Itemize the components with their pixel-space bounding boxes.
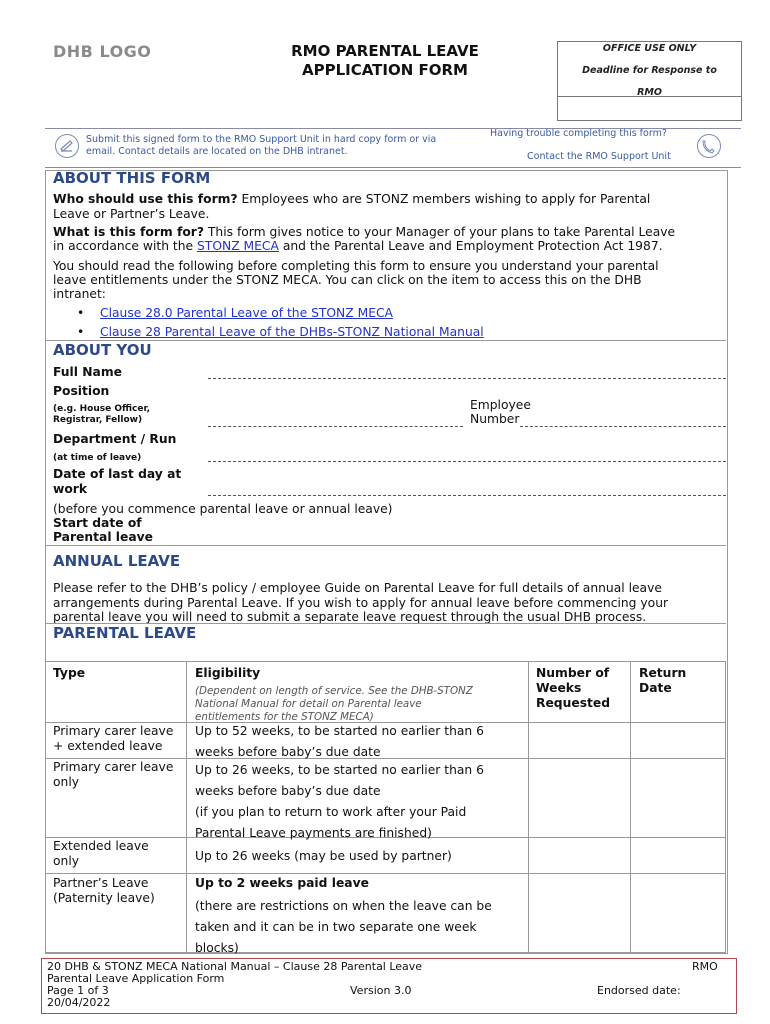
cell-r4-weeks[interactable] (528, 873, 631, 953)
last-day-field[interactable] (208, 495, 726, 496)
elig-note-2: National Manual for detail on Parental leave (195, 698, 422, 710)
employee-number-field[interactable] (520, 426, 726, 427)
r2-type-2: only (53, 775, 80, 789)
department-label: Department / Run (53, 432, 177, 446)
r3-type (53, 839, 149, 869)
deadline-label (558, 64, 741, 99)
position-hint-2: Registrar, Fellow) (53, 415, 143, 425)
about-form-heading: ABOUT THIS FORM (53, 169, 211, 187)
full-name-field[interactable] (208, 378, 726, 379)
full-name-label: Full Name (53, 365, 122, 379)
cell-r2-return[interactable] (630, 758, 726, 838)
r4-elig-4: blocks) (195, 941, 239, 955)
r2-elig-3: (if you plan to return to work after your Paid (195, 805, 467, 819)
r1-type-1: Primary carer leave (53, 724, 174, 738)
who-answer-2: Leave or Partner’s Leave. (53, 207, 210, 221)
r4-type (53, 876, 155, 906)
last-day-label (53, 467, 181, 497)
employee-number-label (470, 398, 531, 426)
read-line-3: intranet: (53, 287, 106, 301)
r3-type-1: Extended leave (53, 839, 149, 853)
annual-leave-line-3: parental leave you will need to submit a separate leave request through the usual DHB process. (53, 610, 647, 624)
r3-type-2: only (53, 854, 80, 868)
contact-link[interactable]: Contact the RMO Support Unit (527, 151, 671, 162)
r1-elig-2: weeks before baby’s due date (195, 745, 381, 759)
office-use-label: OFFICE USE ONLY (602, 43, 697, 54)
r1-elig-1: Up to 52 weeks, to be started no earlier than 6 (195, 724, 484, 738)
who-answer: Employees who are STONZ members wishing to apply for Parental (237, 192, 651, 206)
bullet-dot-1: • (77, 306, 85, 320)
weeks-3: Requested (536, 696, 611, 710)
r2-type (53, 760, 173, 790)
start-date-1: Start date of (53, 516, 142, 530)
start-date-2: Parental leave (53, 530, 154, 544)
r2-elig-1: Up to 26 weeks, to be started no earlier than 6 (195, 763, 484, 777)
return-2: Date (639, 681, 672, 695)
title-line-1: RMO PARENTAL LEAVE (291, 42, 479, 60)
annual-leave-line-2: arrangements during Parental Leave. If you wish to apply for annual leave before commencing your (53, 595, 669, 610)
footer-rmo: RMO (692, 960, 718, 973)
submit-line-2: email. Contact details are located on the DHB intranet. (86, 146, 348, 157)
read-line-2: leave entitlements under the STONZ MECA. You can click on the item to access this on the DHB (53, 273, 642, 287)
annual-leave-text (53, 581, 668, 625)
page-footer (41, 958, 737, 1014)
last-day-2: work (53, 482, 88, 496)
annual-leave-divider (45, 545, 726, 546)
title-line-2: APPLICATION FORM (301, 61, 468, 79)
cell-r3-weeks[interactable] (528, 837, 631, 874)
pen-icon (55, 134, 79, 158)
clause-28-manual-link[interactable]: Clause 28 Parental Leave of the DHBs-STONZ National Manual (100, 325, 484, 339)
elig-note-3: entitlements for the STONZ MECA) (195, 711, 374, 723)
deadline-line-1: Deadline for Response to (582, 65, 717, 76)
cell-r4-return[interactable] (630, 873, 726, 953)
r2-elig-2: weeks before baby’s due date (195, 784, 381, 798)
r2-elig-4: Parental Leave payments are finished) (195, 826, 432, 840)
read-line-1: You should read the following before completing this form to ensure you understand your parental (53, 259, 659, 273)
cell-r1-return[interactable] (630, 722, 726, 759)
last-day-hint: (before you commence parental leave or annual leave) (53, 502, 393, 516)
stonz-meca-link[interactable]: STONZ MECA (197, 239, 279, 253)
dhb-logo: DHB LOGO (53, 42, 152, 61)
what-answer-2 (53, 239, 663, 254)
return-1: Return (639, 666, 687, 680)
r2-eligibility (195, 760, 484, 844)
clause-28-meca-link[interactable]: Clause 28.0 Parental Leave of the STONZ MECA (100, 306, 393, 320)
department-field[interactable] (208, 461, 726, 462)
footer-line-2: Parental Leave Application Form (47, 972, 225, 985)
what-question (53, 225, 675, 240)
footer-page: Page 1 of 3 (47, 984, 109, 997)
col-type-header: Type (53, 666, 86, 680)
weeks-2: Weeks (536, 681, 582, 695)
annual-leave-line-1: Please refer to the DHB’s policy / employee Guide on Parental Leave for full details of annual leave (53, 581, 662, 595)
col-eligibility-note (195, 685, 473, 724)
cell-r2-weeks[interactable] (528, 758, 631, 838)
office-use-box (557, 41, 742, 121)
last-day-1: Date of last day at (53, 467, 182, 481)
position-field[interactable] (208, 426, 463, 427)
footer-endorsed: Endorsed date: (597, 984, 681, 997)
form-title (250, 42, 520, 80)
office-use-header (558, 42, 741, 97)
col-return-header (639, 666, 686, 696)
phone-icon (697, 134, 721, 158)
about-you-heading: ABOUT YOU (53, 341, 152, 359)
start-date-label (53, 516, 153, 544)
who-question (53, 192, 650, 207)
parental-leave-heading: PARENTAL LEAVE (53, 624, 197, 642)
what-label: What is this form for? (53, 225, 204, 239)
r1-eligibility (195, 724, 484, 760)
who-label: Who should use this form? (53, 192, 238, 206)
department-hint: (at time of leave) (53, 453, 142, 463)
position-hint-1: (e.g. House Officer, (53, 404, 151, 414)
weeks-1: Number of (536, 666, 610, 680)
r4-elig-1: Up to 2 weeks paid leave (195, 876, 369, 890)
position-label: Position (53, 384, 110, 398)
deadline-line-2: RMO (637, 87, 662, 98)
col-eligibility-header: Eligibility (195, 666, 261, 680)
employee-number-2: Number (470, 412, 520, 426)
cell-r3-return[interactable] (630, 837, 726, 874)
col-weeks-header (536, 666, 610, 711)
footer-line-1: 20 DHB & STONZ MECA National Manual – Clause 28 Parental Leave (47, 960, 423, 973)
what-answer: This form gives notice to your Manager of your plans to take Parental Leave (204, 225, 676, 239)
employee-number-1: Employee (470, 398, 531, 412)
submit-line-1: Submit this signed form to the RMO Support Unit in hard copy form or via (86, 134, 437, 145)
position-hint (53, 404, 150, 426)
r1-type-2: + extended leave (53, 739, 163, 753)
r4-eligibility (195, 876, 492, 959)
footer-version: Version 3.0 (350, 984, 412, 997)
submit-instructions (86, 134, 436, 158)
r4-elig-2: (there are restrictions on when the leave can be (195, 899, 492, 913)
footer-date: 20/04/2022 (47, 996, 111, 1009)
r1-type (53, 724, 173, 754)
what-post: and the Parental Leave and Employment Protection Act 1987. (278, 239, 663, 253)
r4-elig-3: taken and it can be in two separate one week (195, 920, 477, 934)
bullet-dot-2: • (77, 325, 85, 339)
r4-type-2: (Paternity leave) (53, 891, 155, 905)
trouble-text: Having trouble completing this form? (490, 128, 667, 139)
cell-r1-weeks[interactable] (528, 722, 631, 759)
r4-type-1: Partner’s Leave (53, 876, 149, 890)
annual-leave-heading: ANNUAL LEAVE (53, 552, 181, 570)
what-pre: in accordance with the (53, 239, 197, 253)
r3-eligibility: Up to 26 weeks (may be used by partner) (195, 849, 452, 863)
r2-type-1: Primary carer leave (53, 760, 174, 774)
elig-note-1: (Dependent on length of service. See the DHB-STONZ (195, 685, 473, 697)
